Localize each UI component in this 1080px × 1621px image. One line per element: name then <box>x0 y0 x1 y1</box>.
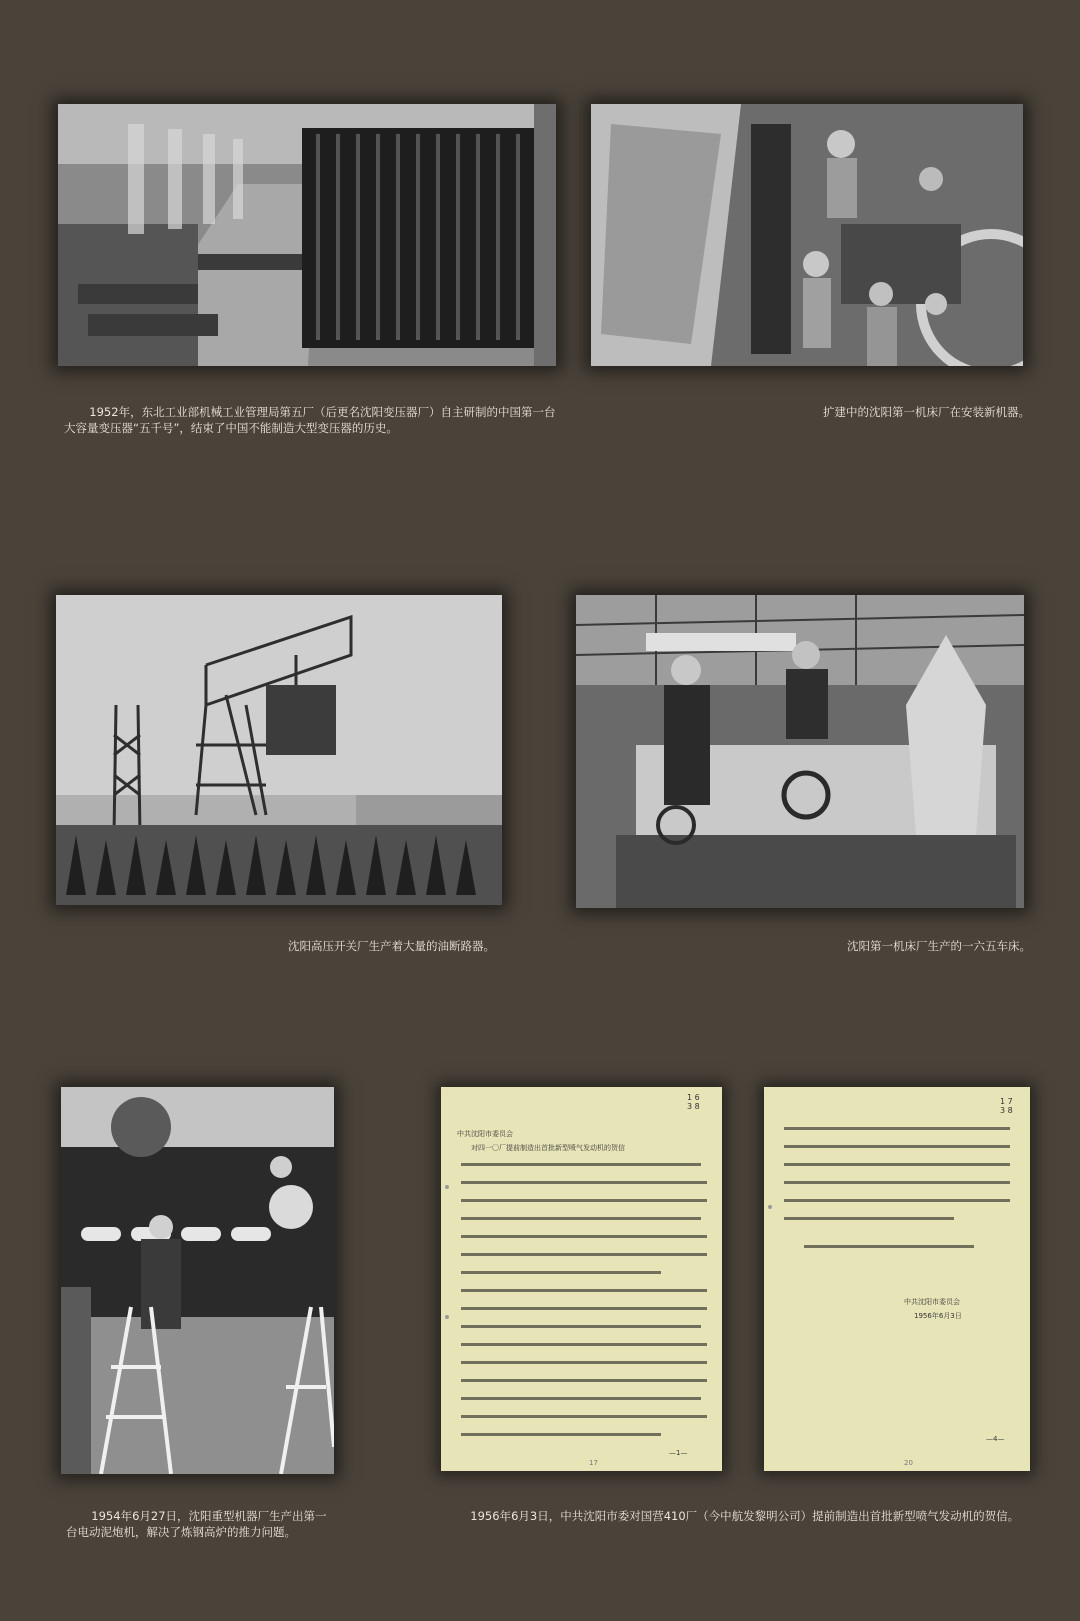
crane-and-breakers-image <box>56 595 502 905</box>
letter-page-2-page-number: —4— <box>986 1435 1005 1443</box>
photo-lathe <box>576 595 1024 908</box>
letter-page-2 <box>764 1087 1030 1471</box>
mud-gun-machine-image <box>61 1087 334 1474</box>
lathe-workers-image <box>576 595 1024 908</box>
photo-machine-tool-expansion <box>591 104 1023 366</box>
caption-letter: 1956年6月3日，中共沈阳市委对国营410厂（今中航发黎明公司）提前制造出首批新型喷气发动机的贺信。 <box>470 1509 1020 1523</box>
letter-page-2-corner-number: 1 7 3 8 <box>1000 1097 1013 1115</box>
letter-page-2-handwritten-number: 20 <box>904 1459 913 1467</box>
photo-transformer <box>58 104 556 366</box>
caption-oil-breakers: 沈阳高压开关厂生产着大量的油断路器。 <box>288 939 495 953</box>
letter-page-1-page-number: —1— <box>669 1449 688 1457</box>
letter-page-1-addressee: 中共沈阳市委员会 <box>457 1130 513 1138</box>
machine-installation-image <box>591 104 1023 366</box>
photo-mud-gun <box>61 1087 334 1474</box>
caption-mud-gun: 1954年6月27日，沈阳重型机器厂生产出第一台电动泥炮机，解决了炼钢高炉的推力问题。 <box>66 1509 327 1539</box>
letter-page-2-signature: 中共沈阳市委员会 <box>904 1298 960 1306</box>
transformer-factory-image <box>58 104 556 366</box>
letter-page-1-handwritten-number: 17 <box>589 1459 598 1467</box>
letter-page-2-text-lines <box>764 1087 1030 1471</box>
photo-oil-breakers <box>56 595 502 905</box>
letter-page-2-date: 1956年6月3日 <box>914 1312 962 1320</box>
caption-transformer: 1952年，东北工业部机械工业管理局第五厂（后更名沈阳变压器厂）自主研制的中国第一台大容量变压器“五千号”，结束了中国不能制造大型变压器的历史。 <box>64 405 556 435</box>
caption-lathe: 沈阳第一机床厂生产的一六五车床。 <box>847 939 1031 953</box>
letter-page-1-heading: 对四一〇厂提前制造出首批新型喷气发动机的贺信 <box>471 1144 625 1152</box>
letter-page-1 <box>441 1087 722 1471</box>
caption-machine-tool-expansion: 扩建中的沈阳第一机床厂在安装新机器。 <box>823 405 1030 419</box>
letter-page-1-corner-number: 1 6 3 8 <box>687 1093 700 1111</box>
